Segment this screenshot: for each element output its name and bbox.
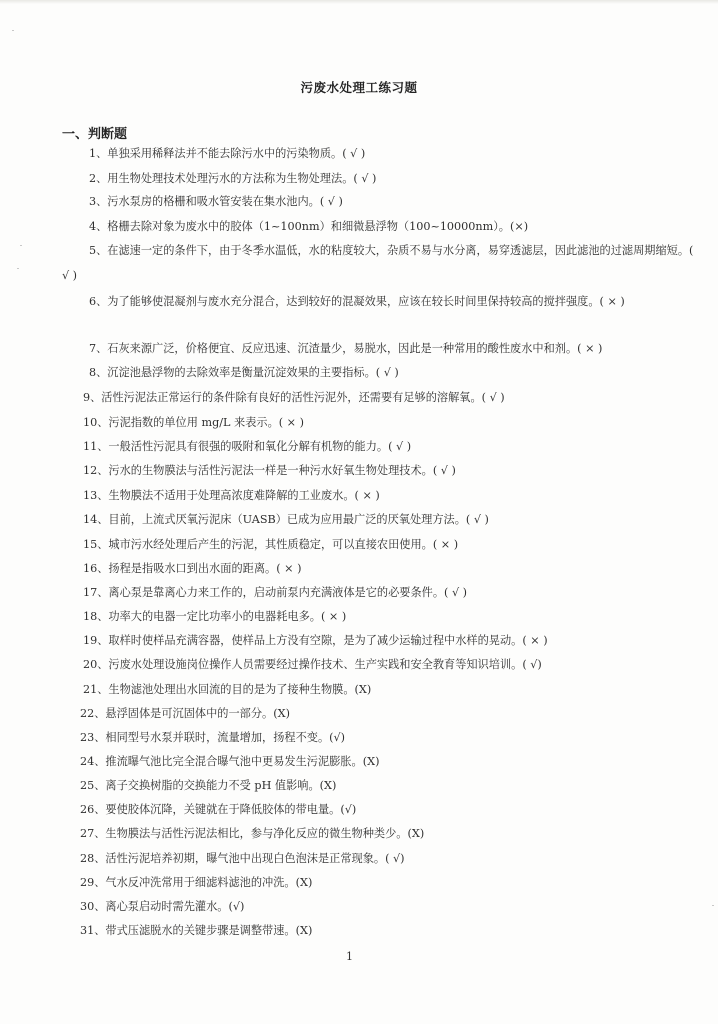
question-item: 11、一般活性污泥具有很强的吸附和氧化分解有机物的能力。( √ ) — [83, 440, 412, 453]
scan-speck — [20, 245, 22, 246]
scan-speck — [12, 30, 14, 31]
scan-edge — [0, 0, 718, 4]
question-item: 6、为了能够使混凝剂与废水充分混合，达到较好的混凝效果，应该在较长时间里保持较高的搅拌强度。( × ) — [89, 295, 625, 308]
question-item: 26、要使胶体沉降，关键就在于降低胶体的带电量。(√) — [80, 803, 357, 816]
question-item: 23、相同型号水泵并联时，流量增加，扬程不变。(√) — [80, 731, 346, 744]
question-item: 17、离心泵是靠离心力来工作的，启动前泵内充满液体是它的必要条件。( √ ) — [83, 586, 468, 599]
question-item: 10、污泥指数的单位用 mg/L 来表示。( × ) — [83, 416, 304, 429]
question-item: 8、沉淀池悬浮物的去除效率是衡量沉淀效果的主要指标。( √ ) — [89, 366, 399, 379]
question-item: 25、离子交换树脂的交换能力不受 pH 值影响。(X) — [80, 779, 337, 792]
question-item: 30、离心泵启动时需先灌水。(√) — [80, 900, 245, 913]
scan-speck — [17, 268, 19, 269]
question-item: 1、单独采用稀释法并不能去除污水中的污染物质。( √ ) — [89, 147, 366, 160]
question-item: 19、取样时使样品充满容器，使样品上方没有空隙，是为了减少运输过程中水样的晃动。( × ) — [83, 634, 548, 647]
question-item: 9、活性污泥法正常运行的条件除有良好的活性污泥外，还需要有足够的溶解氧。( √ ) — [83, 391, 505, 404]
question-item: 15、城市污水经处理后产生的污泥，其性质稳定，可以直接农田使用。( × ) — [83, 538, 459, 551]
question-item: 3、污水泵房的格栅和吸水管安装在集水池内。( √ ) — [89, 195, 343, 208]
question-item: 5、在滤速一定的条件下，由于冬季水温低，水的粘度较大，杂质不易与水分离，易穿透滤层，因此滤池的过滤周期缩短。( √ ) — [62, 244, 694, 282]
scan-speck — [712, 905, 714, 906]
question-item: 12、污水的生物膜法与活性污泥法一样是一种污水好氧生物处理技术。( √ ) — [83, 464, 456, 477]
question-item: 24、推流曝气池比完全混合曝气池中更易发生污泥膨胀。(X) — [80, 755, 380, 768]
question-item: 16、扬程是指吸水口到出水面的距离。( × ) — [83, 562, 302, 575]
question-item: 13、生物膜法不适用于处理高浓度难降解的工业废水。( × ) — [83, 489, 380, 502]
question-item: 20、污废水处理设施岗位操作人员需要经过操作技术、生产实践和安全教育等知识培训。( √) — [83, 658, 542, 671]
document-title: 污废水处理工练习题 — [300, 80, 418, 95]
question-item: 14、目前，上流式厌氧污泥床（UASB）已成为应用最广泛的厌氧处理方法。( √ ) — [83, 513, 489, 526]
question-item: 27、生物膜法与活性污泥法相比，参与净化反应的微生物种类少。(X) — [80, 827, 425, 840]
question-item: 18、功率大的电器一定比功率小的电器耗电多。( × ) — [83, 610, 347, 623]
question-item: 28、活性污泥培养初期，曝气池中出现白色泡沫是正常现象。( √) — [80, 852, 405, 865]
question-item: 4、格栅去除对象为废水中的胶体（1~100nm）和细微悬浮物（100~10000nm）。(×) — [89, 220, 529, 233]
question-item: 29、气水反冲洗常用于细滤料滤池的冲洗。(X) — [80, 876, 313, 889]
question-item: 7、石灰来源广泛，价格便宜、反应迅速、沉渣量少，易脱水，因此是一种常用的酸性废水中和剂。( × ) — [89, 342, 603, 355]
question-item: 22、悬浮固体是可沉固体中的一部分。(X) — [80, 707, 290, 720]
page-number: 1 — [346, 950, 353, 963]
question-item: 2、用生物处理技术处理污水的方法称为生物处理法。( √ ) — [89, 172, 377, 185]
question-item: 21、生物滤池处理出水回流的目的是为了接种生物膜。(X) — [83, 683, 372, 696]
question-item: 31、带式压滤脱水的关键步骤是调整带速。(X) — [80, 924, 313, 937]
section-heading: 一、判断题 — [62, 127, 128, 142]
